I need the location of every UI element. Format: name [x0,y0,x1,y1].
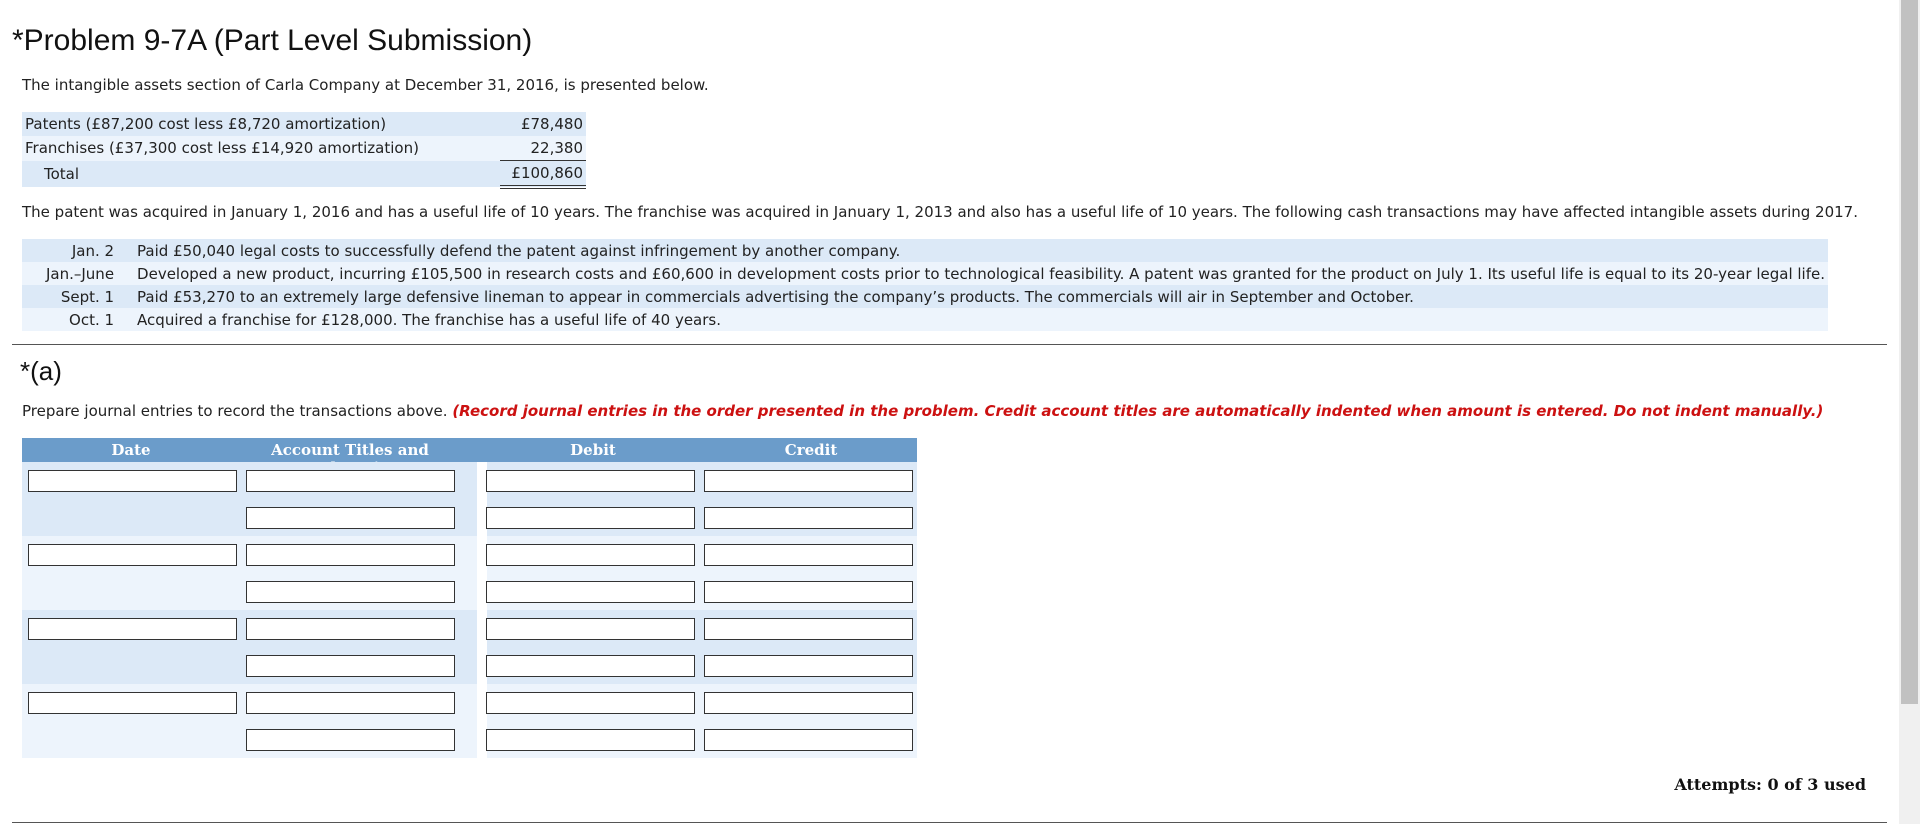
credit-input[interactable] [704,470,913,492]
total-amount: £100,860 [500,161,586,188]
journal-row [22,462,917,499]
section-divider [12,822,1887,823]
table-row [22,136,586,161]
debit-input[interactable] [486,618,695,640]
asset-label: Franchises (£37,300 cost less £14,920 amortization) [22,136,500,161]
transaction-date: Oct. 1 [22,308,134,331]
date-input[interactable] [28,618,237,640]
journal-row [22,573,917,610]
journal-row [22,721,917,758]
transaction-text: Paid £53,270 to an extremely large defensive lineman to appear in commercials advertising the company’s products. The commercials will air in September and October. [134,285,1828,308]
table-row [22,262,1828,285]
debit-input[interactable] [486,470,695,492]
date-input[interactable] [28,470,237,492]
total-label: Total [22,161,500,188]
credit-input[interactable] [704,655,913,677]
debit-input[interactable] [486,544,695,566]
account-column-header: Account Titles and [271,441,429,459]
journal-table-header [22,438,917,462]
instruction-text: (Record journal entries in the order presented in the problem. Credit account titles are automatically indented when amount is entered. Do not indent manually.) [452,402,1824,420]
debit-input[interactable] [486,581,695,603]
table-row [22,285,1828,308]
account-title-input[interactable] [246,507,455,529]
attempts-counter: Attempts: 0 of 3 used [1674,775,1866,794]
transactions-table [22,239,1828,331]
credit-column-header: Credit [784,441,838,459]
transaction-text: Paid £50,040 legal costs to successfully defend the patent against infringement by another company. [134,239,1828,262]
page-title: *Problem 9-7A (Part Level Submission) [12,24,533,57]
table-row [22,112,586,136]
section-divider [12,344,1887,345]
credit-input[interactable] [704,544,913,566]
account-title-input[interactable] [246,470,455,492]
debit-input[interactable] [486,729,695,751]
debit-input[interactable] [486,655,695,677]
table-row [22,161,586,188]
debit-input[interactable] [486,692,695,714]
journal-row [22,536,917,573]
transaction-date: Jan. 2 [22,239,134,262]
date-input[interactable] [28,692,237,714]
asset-label: Patents (£87,200 cost less £8,720 amortization) [22,112,500,136]
account-title-input[interactable] [246,618,455,640]
journal-row [22,610,917,647]
journal-row [22,684,917,721]
date-column-header: Date [111,441,151,459]
journal-entry-table [22,438,917,758]
intangible-assets-table [22,112,586,189]
account-title-input[interactable] [246,544,455,566]
account-title-input[interactable] [246,581,455,603]
transaction-date: Sept. 1 [22,285,134,308]
table-row [22,308,1828,331]
credit-input[interactable] [704,507,913,529]
journal-row [22,499,917,536]
table-row [22,239,1828,262]
credit-input[interactable] [704,729,913,751]
problem-paragraph: The patent was acquired in January 1, 2016 and has a useful life of 10 years. The franchise was acquired in January 1, 2013 and also has a useful life of 10 years. The following cash transactions may have affected intangible assets during 2017. [22,203,1858,221]
debit-column-header: Debit [570,441,616,459]
part-a-prompt [22,402,1823,420]
asset-amount: £78,480 [500,112,586,136]
date-input[interactable] [28,544,237,566]
journal-row [22,647,917,684]
transaction-text: Acquired a franchise for £128,000. The franchise has a useful life of 40 years. [134,308,1828,331]
intro-text: The intangible assets section of Carla Company at December 31, 2016, is presented below. [22,76,709,94]
prepare-text: Prepare journal entries to record the transactions above. [22,402,448,420]
account-title-input[interactable] [246,655,455,677]
account-title-input[interactable] [246,692,455,714]
transaction-text: Developed a new product, incurring £105,500 in research costs and £60,600 in development costs prior to technological feasibility. A patent was granted for the product on July 1. Its useful life is equal to its 20-year legal life. [134,262,1828,285]
transaction-date: Jan.–June [22,262,134,285]
scrollbar-thumb[interactable] [1901,0,1918,704]
account-title-input[interactable] [246,729,455,751]
asset-amount: 22,380 [500,136,586,161]
credit-input[interactable] [704,618,913,640]
debit-input[interactable] [486,507,695,529]
credit-input[interactable] [704,581,913,603]
credit-input[interactable] [704,692,913,714]
part-a-label: *(a) [20,356,62,386]
